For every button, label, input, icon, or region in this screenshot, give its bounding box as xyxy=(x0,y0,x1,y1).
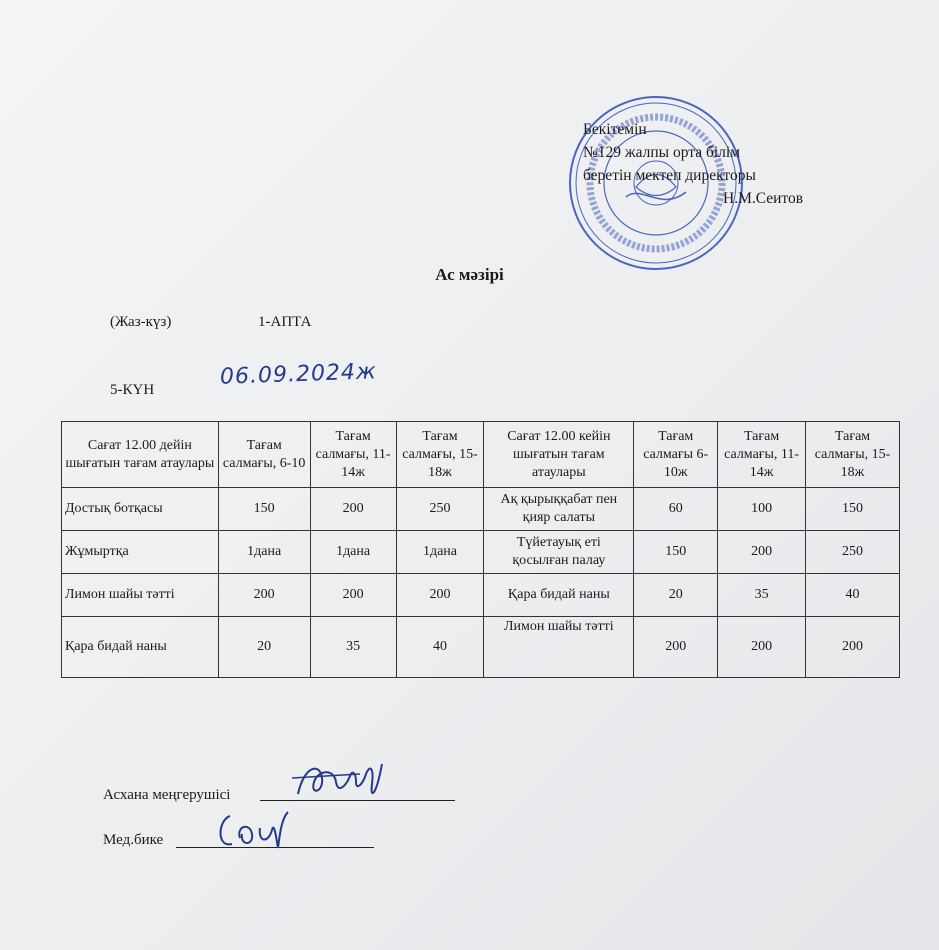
header-cell: Сағат 12.00 кейін шығатын тағам атаулары xyxy=(484,422,634,488)
table-cell: Жұмыртқа xyxy=(62,531,219,574)
table-cell: 250 xyxy=(396,488,484,531)
table-cell: 1дана xyxy=(396,531,484,574)
cook-head-signature xyxy=(290,756,400,804)
table-cell: 150 xyxy=(218,488,310,531)
day-label: 5-КҮН xyxy=(110,382,155,398)
table-cell: 200 xyxy=(310,488,396,531)
table-cell: 200 xyxy=(718,617,806,678)
table-cell: 200 xyxy=(396,574,484,617)
table-cell: 150 xyxy=(634,531,718,574)
table-cell: 200 xyxy=(634,617,718,678)
table-cell: 20 xyxy=(218,617,310,678)
table-cell: Түйетауық еті қосылған палау xyxy=(484,531,634,574)
approval-line-3: беретін мектеп директоры xyxy=(583,167,756,184)
nurse-signature xyxy=(210,808,300,854)
approval-director-name: Н.М.Сеитов xyxy=(723,190,804,207)
table-cell: Қара бидай наны xyxy=(484,574,634,617)
table-row xyxy=(62,574,900,617)
table-cell: 20 xyxy=(634,574,718,617)
header-cell: Тағам салмағы, 15-18ж xyxy=(806,422,900,488)
header-cell: Сағат 12.00 дейін шығатын тағам атаулары xyxy=(62,422,219,488)
header-cell: Тағам салмағы, 11-14ж xyxy=(718,422,806,488)
table-cell: 200 xyxy=(310,574,396,617)
table-cell: 40 xyxy=(396,617,484,678)
table-cell: 200 xyxy=(218,574,310,617)
table-cell: 1дана xyxy=(310,531,396,574)
header-cell: Тағам салмағы, 6-10 xyxy=(218,422,310,488)
season-label: (Жаз-күз) xyxy=(110,314,172,330)
handwritten-date: 06.09.2024ж xyxy=(219,359,378,390)
nurse-signature-label: Мед.бике xyxy=(103,832,164,848)
cook-head-signature-label: Асхана меңгерушісі xyxy=(103,787,231,803)
header-cell: Тағам салмағы, 15-18ж xyxy=(396,422,484,488)
approval-line-2: №129 жалпы орта білім xyxy=(583,144,741,161)
table-cell: Қара бидай наны xyxy=(62,617,219,678)
table-cell: 60 xyxy=(634,488,718,531)
table-row xyxy=(62,617,900,678)
header-cell: Тағам салмағы, 11-14ж xyxy=(310,422,396,488)
table-cell: 35 xyxy=(310,617,396,678)
page-title: Ас мәзірі xyxy=(435,265,504,284)
table-row xyxy=(62,488,900,531)
table-cell: Лимон шайы тәтті xyxy=(484,617,634,678)
table-cell: 1дана xyxy=(218,531,310,574)
table-cell: 200 xyxy=(806,617,900,678)
header-cell: Тағам салмағы 6-10ж xyxy=(634,422,718,488)
table-cell: Ақ қырыққабат пен қияр салаты xyxy=(484,488,634,531)
menu-table xyxy=(61,421,900,678)
approval-line-1: Бекітемін xyxy=(583,121,647,138)
table-cell: 35 xyxy=(718,574,806,617)
table-header-row xyxy=(62,422,900,488)
table-cell: 100 xyxy=(718,488,806,531)
table-cell: 250 xyxy=(806,531,900,574)
week-label: 1-АПТА xyxy=(258,314,312,330)
table-cell: 150 xyxy=(806,488,900,531)
table-cell: Достық ботқасы xyxy=(62,488,219,531)
approval-block xyxy=(583,118,803,210)
table-cell: 40 xyxy=(806,574,900,617)
table-row xyxy=(62,531,900,574)
table-cell: Лимон шайы тәтті xyxy=(62,574,219,617)
table-cell: 200 xyxy=(718,531,806,574)
